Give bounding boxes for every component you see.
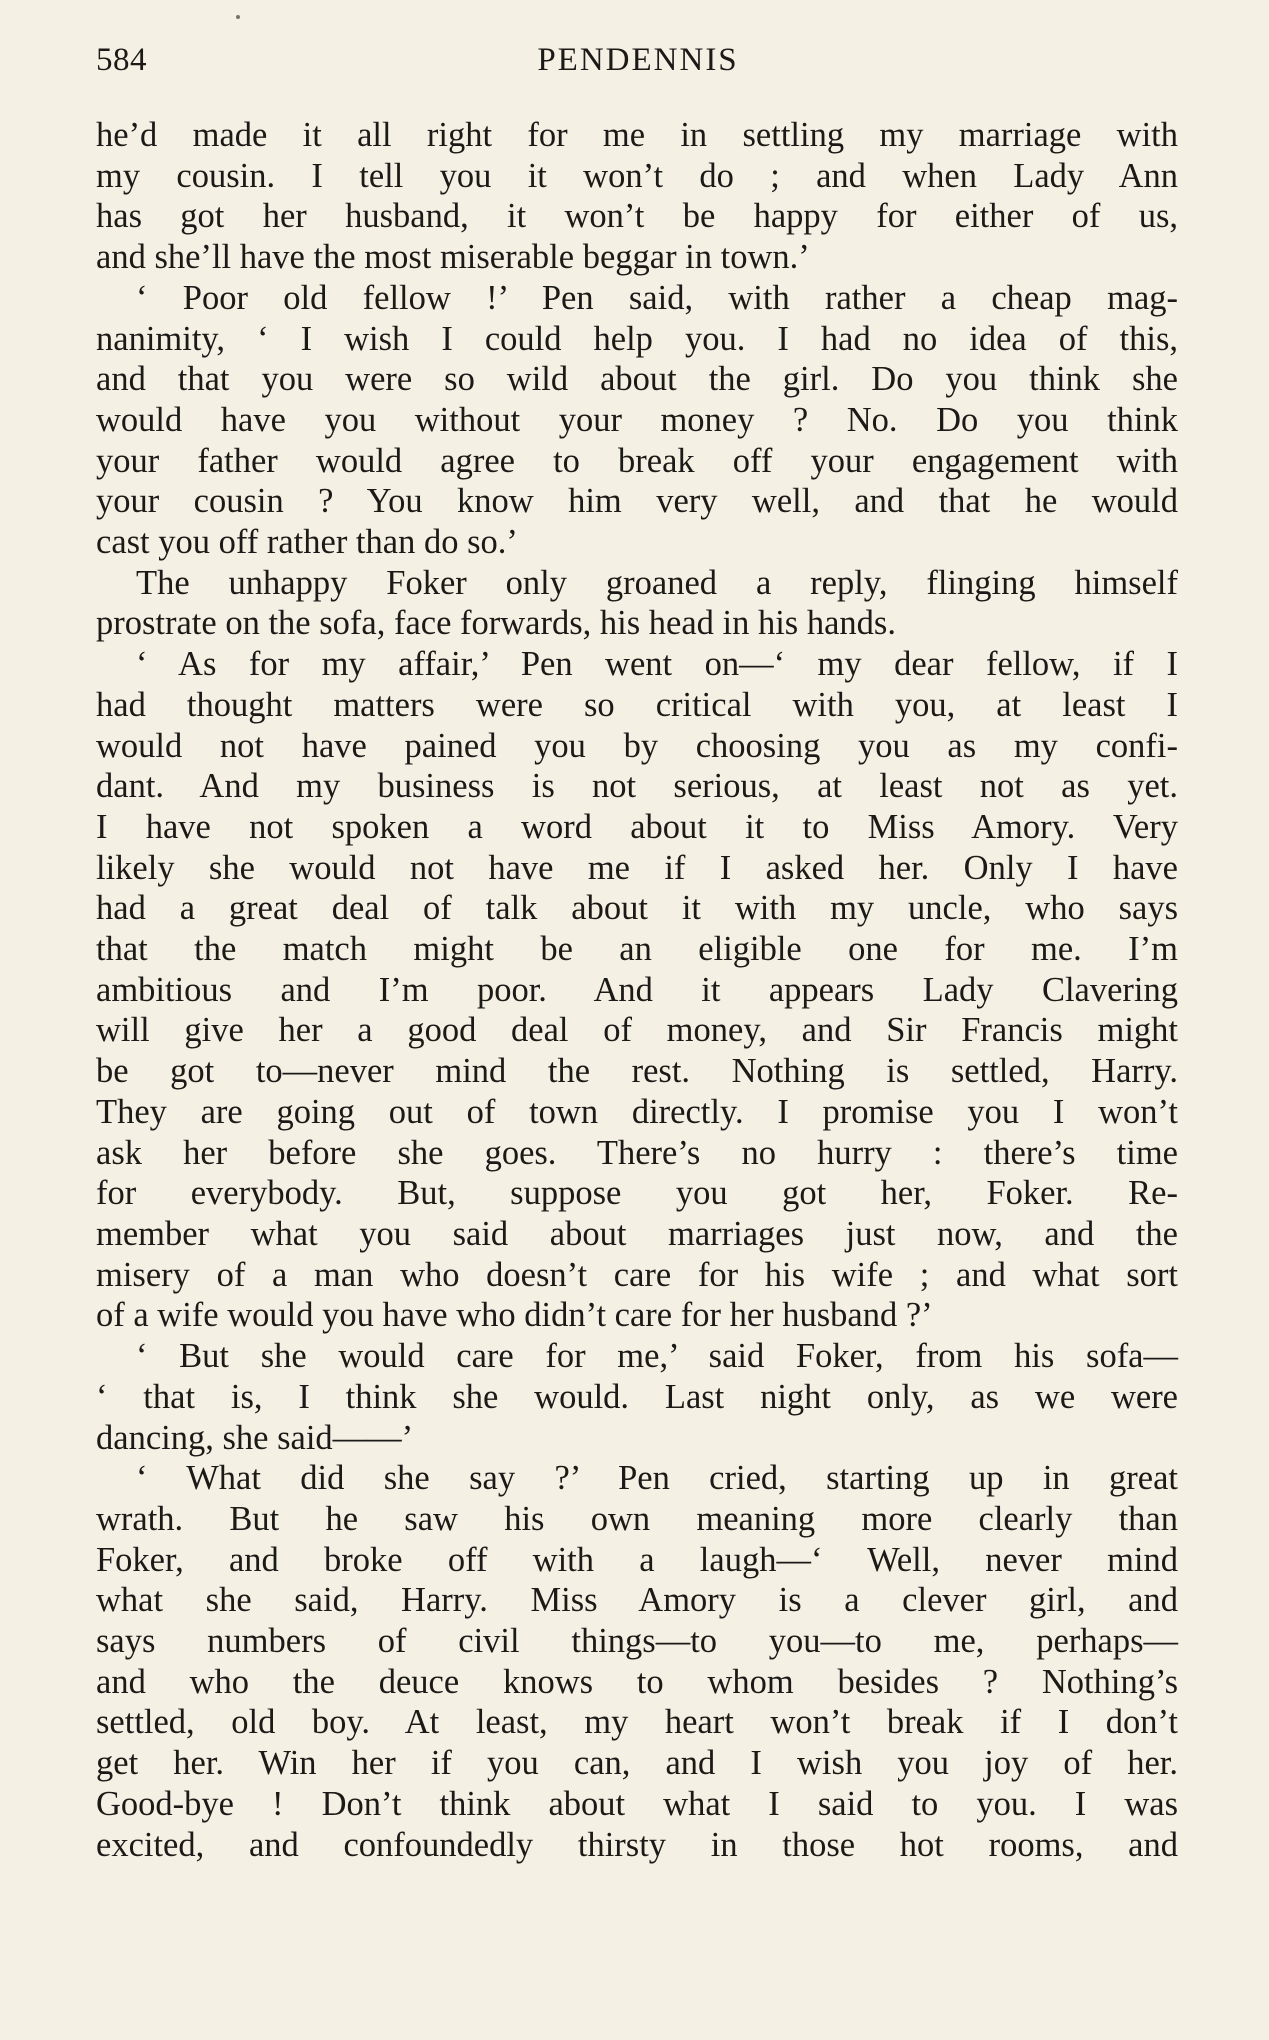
- text-line: ‘ As for my affair,’ Pen went on—‘ my dear fellow, if I: [136, 645, 1178, 684]
- text-line: likely she would not have me if I asked her. Only I have: [96, 848, 1178, 887]
- running-title: PENDENNIS: [537, 42, 739, 78]
- text-line: ‘ What did she say ?’ Pen cried, starting up in great: [136, 1459, 1178, 1498]
- text-line: prostrate on the sofa, face forwards, his head in his hands.: [96, 604, 896, 643]
- text-line: They are going out of town directly. I promise you I won’t: [96, 1092, 1178, 1131]
- text-line: and that you were so wild about the girl. Do you think she: [96, 360, 1178, 399]
- text-line: would have you without your money ? No. Do you think: [96, 400, 1178, 439]
- text-line: your father would agree to break off your engagement with: [96, 441, 1178, 480]
- text-line: would not have pained you by choosing you as my confi-: [96, 726, 1178, 765]
- text-line: be got to—never mind the rest. Nothing is settled, Harry.: [96, 1052, 1178, 1091]
- page-header: [96, 42, 1180, 82]
- text-line: and who the deuce knows to whom besides ? Nothing’s: [96, 1662, 1178, 1701]
- text-line: had a great deal of talk about it with my uncle, who says: [96, 889, 1178, 928]
- page-number: 584: [96, 42, 147, 78]
- text-line: dant. And my business is not serious, at least not as yet.: [96, 767, 1178, 806]
- text-line: Foker, and broke off with a laugh—‘ Well, never mind: [96, 1540, 1178, 1579]
- text-line: cast you off rather than do so.’: [96, 523, 518, 562]
- text-line: dancing, she said——’: [96, 1418, 414, 1457]
- text-line: Good-bye ! Don’t think about what I said to you. I was: [96, 1784, 1178, 1823]
- text-line: ‘ Poor old fellow !’ Pen said, with rather a cheap mag-: [136, 278, 1178, 317]
- text-line: says numbers of civil things—to you—to me, perhaps—: [96, 1622, 1178, 1661]
- text-line: excited, and confoundedly thirsty in those hot rooms, and: [96, 1825, 1178, 1864]
- text-line: member what you said about marriages just now, and the: [96, 1214, 1178, 1253]
- text-line: my cousin. I tell you it won’t do ; and when Lady Ann: [96, 156, 1178, 195]
- text-line: nanimity, ‘ I wish I could help you. I had no idea of this,: [96, 319, 1178, 358]
- text-line: The unhappy Foker only groaned a reply, flinging himself: [136, 563, 1178, 602]
- text-line: I have not spoken a word about it to Miss Amory. Very: [96, 807, 1178, 846]
- text-line: he’d made it all right for me in settling my marriage with: [96, 116, 1178, 154]
- text-line: and she’ll have the most miserable beggar in town.’: [96, 238, 810, 277]
- text-line: wrath. But he saw his own meaning more clearly than: [96, 1499, 1178, 1538]
- text-line: misery of a man who doesn’t care for his wife ; and what sort: [96, 1255, 1178, 1294]
- ink-speck: [236, 15, 240, 19]
- text-line: that the match might be an eligible one for me. I’m: [96, 930, 1178, 969]
- text-line: ambitious and I’m poor. And it appears Lady Clavering: [96, 970, 1178, 1009]
- text-line: ‘ But she would care for me,’ said Foker, from his sofa—: [136, 1337, 1178, 1376]
- text-line: for everybody. But, suppose you got her, Foker. Re-: [96, 1174, 1178, 1213]
- text-line: will give her a good deal of money, and Sir Francis might: [96, 1011, 1178, 1050]
- text-line: get her. Win her if you can, and I wish you joy of her.: [96, 1744, 1178, 1783]
- text-line: of a wife would you have who didn’t care for her husband ?’: [96, 1296, 933, 1335]
- text-line: ‘ that is, I think she would. Last night only, as we were: [96, 1377, 1178, 1416]
- text-line: ask her before she goes. There’s no hurry : there’s time: [96, 1133, 1178, 1172]
- text-line: what she said, Harry. Miss Amory is a clever girl, and: [96, 1581, 1178, 1620]
- text-line: had thought matters were so critical with you, at least I: [96, 685, 1178, 724]
- text-line: settled, old boy. At least, my heart won’t break if I don’t: [96, 1703, 1178, 1742]
- body-text: [96, 115, 1178, 1865]
- text-line: has got her husband, it won’t be happy for either of us,: [96, 197, 1178, 236]
- text-line: your cousin ? You know him very well, and that he would: [96, 482, 1178, 521]
